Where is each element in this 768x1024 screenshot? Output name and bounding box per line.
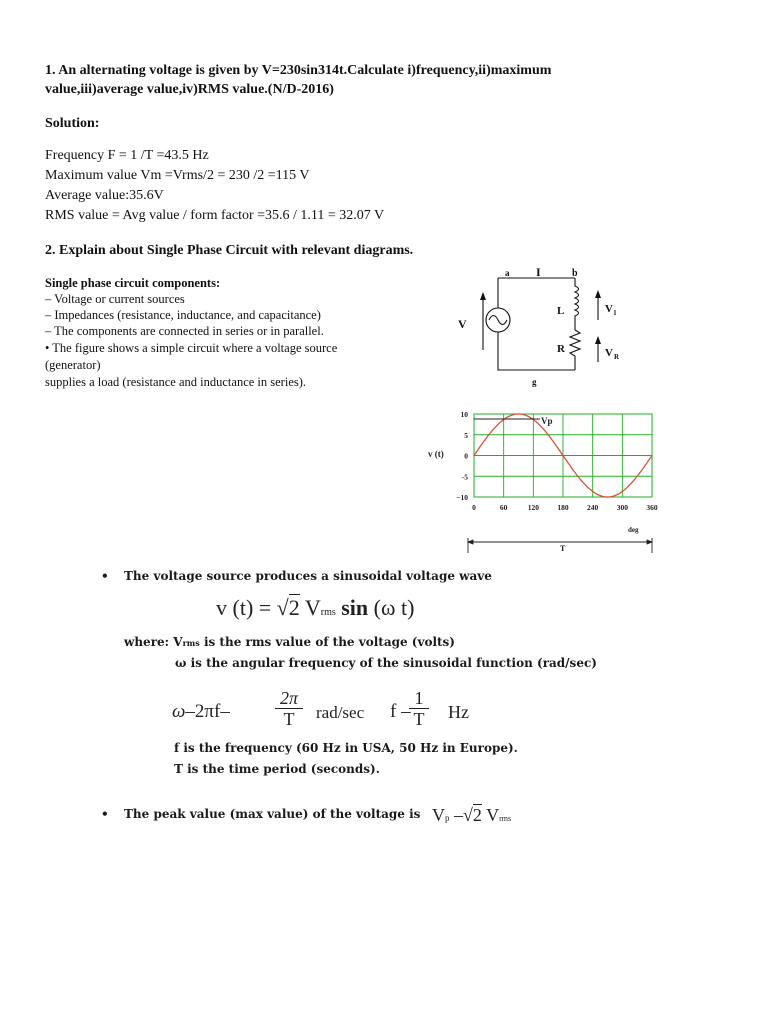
- eq2-omega: ω–2πf–: [172, 701, 230, 722]
- where-line: where: Vrms is the rms value of the voltage (volts): [124, 635, 455, 649]
- component-item: – The components are connected in series or in parallel.: [45, 324, 324, 338]
- component-item: • The figure shows a simple circuit where a voltage source: [45, 341, 338, 355]
- eq1-sin: sin: [341, 595, 369, 620]
- component-item: (generator): [45, 358, 101, 372]
- v1-subscript: l: [614, 309, 616, 317]
- bullet-symbol: •: [101, 569, 109, 583]
- sine-symbol: [489, 316, 507, 325]
- x-tick-label: 60: [499, 503, 508, 512]
- voltage-arrow-head: [480, 292, 486, 300]
- vp-label: Vp: [541, 416, 553, 426]
- bullet-voltage-wave: The voltage source produces a sinusoidal voltage wave: [124, 569, 492, 583]
- vr-subscript: R: [614, 353, 620, 361]
- y-tick-label: -5: [461, 472, 468, 482]
- q1-line2: value,iii)average value,iv)RMS value.(N/D-2016): [45, 82, 334, 97]
- y-axis-label: v (t): [428, 449, 444, 459]
- vr-label: V: [605, 347, 613, 359]
- components-heading: Single phase circuit components:: [45, 276, 221, 290]
- eq2-hz: Hz: [448, 702, 469, 722]
- sine-wave-chart: [420, 402, 660, 557]
- x-tick-label: 120: [527, 503, 539, 512]
- period-definition: T is the time period (seconds).: [174, 762, 380, 776]
- x-tick-label: 300: [616, 503, 628, 512]
- node-b-label: b: [572, 268, 578, 279]
- q1-line1: 1. An alternating voltage is given by V=230sin314t.Calculate i)frequency,ii)maximum: [45, 63, 552, 78]
- y-tick-label: 0: [464, 451, 468, 461]
- y-tick-label: 10: [460, 410, 468, 419]
- eq1-lhs: v (t) =: [216, 595, 272, 620]
- answer-frequency: Frequency F = 1 /T =43.5 Hz: [45, 148, 209, 163]
- bullet-peak-value: The peak value (max value) of the voltage is: [124, 807, 421, 821]
- inductance-label: L: [557, 305, 565, 317]
- inductor: [575, 278, 579, 330]
- resistor: [570, 330, 580, 370]
- resistance-label: R: [557, 343, 565, 355]
- current-label: I: [536, 265, 541, 279]
- answer-rms-value: RMS value = Avg value / form factor =35.6 / 1.11 = 32.07 V: [45, 208, 385, 223]
- node-a-label: a: [505, 268, 510, 278]
- omega-definition: ω is the angular frequency of the sinusoidal function (rad/sec): [175, 656, 597, 670]
- circuit-diagram: [450, 260, 650, 390]
- x-tick-label: 0: [472, 503, 476, 512]
- deg-label: deg: [628, 526, 639, 534]
- y-tick-label: −10: [456, 493, 468, 502]
- answer-average-value: Average value:35.6V: [45, 188, 164, 203]
- x-tick-label: 240: [587, 503, 599, 512]
- answer-max-value: Maximum value Vm =Vrms/2 = 230 /2 =115 V: [45, 168, 310, 183]
- voltage-label: V: [458, 317, 467, 331]
- x-tick-label: 360: [646, 503, 658, 512]
- bullet-symbol: •: [101, 807, 109, 821]
- frequency-definition: f is the frequency (60 Hz in USA, 50 Hz in Europe).: [174, 741, 518, 755]
- equation-vt: [216, 595, 414, 621]
- sqrt-symbol: √2: [276, 595, 300, 620]
- eq1-v: V: [304, 595, 321, 620]
- eq2-f: f –: [390, 701, 411, 722]
- equation-peak: Vp –√2 Vrms: [432, 805, 512, 825]
- eq2-unit: rad/sec: [316, 703, 365, 722]
- eq2-fraction: 2π T: [275, 688, 303, 729]
- component-item: supplies a load (resistance and inductance in series).: [45, 375, 307, 389]
- ground-label: g: [532, 377, 537, 387]
- solution-label: Solution:: [45, 116, 100, 131]
- component-item: – Voltage or current sources: [45, 292, 185, 306]
- eq1-sub: rms: [320, 607, 336, 618]
- q2-title: 2. Explain about Single Phase Circuit with relevant diagrams.: [45, 243, 414, 258]
- eq1-arg: (ω t): [373, 595, 415, 620]
- y-tick-label: 5: [464, 430, 468, 440]
- x-tick-label: 180: [557, 503, 569, 512]
- eq2-f-fraction: 1 T: [409, 688, 429, 729]
- component-item: – Impedances (resistance, inductance, and capacitance): [45, 308, 321, 322]
- v1-label: V: [605, 303, 613, 315]
- period-label: T: [560, 544, 566, 553]
